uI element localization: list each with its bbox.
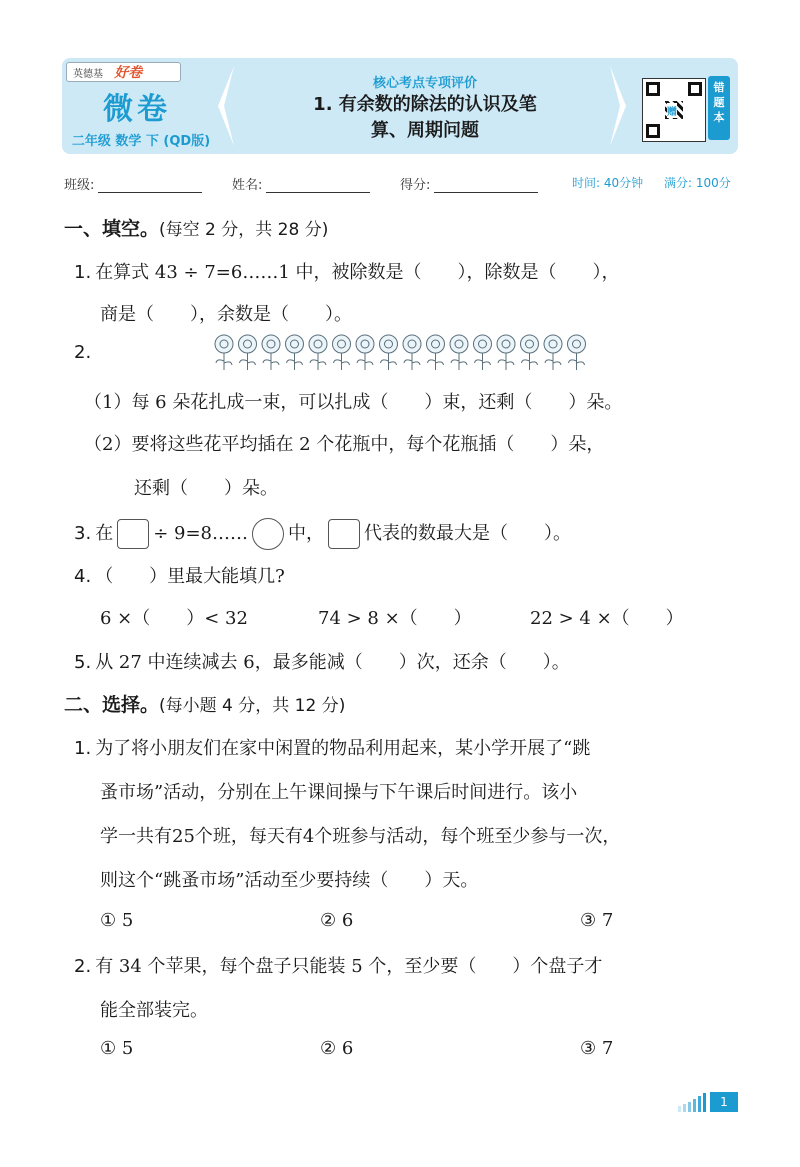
flower-icon bbox=[356, 335, 374, 370]
flower-icon bbox=[544, 335, 562, 370]
question-text: 有 34 个苹果，每个盘子只能装 5 个，至少要（ ）个盘子才 bbox=[95, 956, 603, 977]
flowers-illustration bbox=[212, 332, 592, 372]
question-4-item-a: 6 ×（ ）< 32 bbox=[100, 608, 248, 629]
chevron-left-inner-decoration bbox=[224, 66, 234, 146]
question-1-line-1 bbox=[74, 258, 620, 284]
qr-finder bbox=[688, 82, 702, 96]
name-label: 姓名: bbox=[232, 178, 263, 193]
choice-1-option-1[interactable]: ① 5 bbox=[100, 910, 134, 931]
question-1-line-2: 商是（ ），余数是（ ）。 bbox=[100, 304, 352, 325]
qr-code[interactable] bbox=[642, 78, 706, 142]
question-number: 5. bbox=[74, 652, 92, 673]
question-4-item-c: 22 > 4 ×（ ） bbox=[530, 608, 684, 629]
choice-2-line-2: 能全部装完。 bbox=[100, 1000, 208, 1021]
question-text: 在算式 43 ÷ 7=6……1 中，被除数是（ ），除数是（ ）， bbox=[95, 262, 620, 283]
name-blank[interactable] bbox=[266, 178, 370, 193]
brand-logo bbox=[66, 62, 181, 82]
brand-mark: 好卷 bbox=[114, 65, 143, 81]
circle-placeholder bbox=[252, 518, 284, 550]
choice-1-line-3: 学一共有25个班，每天有4个班参与活动，每个班至少参与一次， bbox=[100, 826, 621, 847]
score-blank[interactable] bbox=[434, 178, 538, 193]
qr-finder bbox=[646, 124, 660, 138]
question-4-line-1 bbox=[74, 562, 285, 588]
question-number: 1. bbox=[74, 738, 92, 759]
section-title: 一、填空。 bbox=[64, 218, 160, 240]
question-number: 2. bbox=[74, 342, 92, 363]
flower-icon bbox=[450, 335, 468, 370]
score-label: 得分: bbox=[400, 178, 431, 193]
time-limit: 时间: 40分钟 bbox=[572, 176, 644, 190]
question-number: 1. bbox=[74, 262, 92, 283]
choice-1-line-1 bbox=[74, 734, 590, 760]
choice-2-line-1 bbox=[74, 952, 602, 978]
qr-badge: 赠 bbox=[667, 103, 677, 118]
question-text: 为了将小朋友们在家中闲置的物品利用起来，某小学开展了“跳 bbox=[95, 738, 591, 759]
tab-char: 本 bbox=[713, 111, 725, 124]
chevron-right-inner-decoration bbox=[610, 66, 620, 146]
error-book-tab[interactable] bbox=[708, 76, 730, 140]
page-bars-decoration bbox=[676, 1092, 708, 1112]
section-kicker: 核心考点专项评价 bbox=[372, 76, 477, 91]
page-title bbox=[240, 92, 610, 144]
question-text: ÷ 9=8…… bbox=[153, 523, 248, 544]
full-score: 满分: 100分 bbox=[664, 176, 731, 190]
question-2-sub-2-line-2: 还剩（ ）朵。 bbox=[134, 478, 278, 499]
flower-icon bbox=[497, 335, 515, 370]
title-line-2: 算、周期问题 bbox=[371, 120, 479, 141]
name-field[interactable] bbox=[232, 174, 370, 193]
flower-icon bbox=[427, 335, 445, 370]
question-4-item-b: 74 > 8 ×（ ） bbox=[318, 608, 472, 629]
question-text: 在 bbox=[95, 523, 114, 544]
class-blank[interactable] bbox=[98, 178, 202, 193]
flower-icon bbox=[568, 335, 586, 370]
flower-icon bbox=[474, 335, 492, 370]
question-2-number bbox=[74, 342, 95, 363]
section-note: (每小题 4 分，共 12 分) bbox=[159, 696, 346, 716]
question-number: 4. bbox=[74, 566, 92, 587]
question-5 bbox=[74, 648, 570, 674]
question-text: 代表的数最大是（ ）。 bbox=[363, 523, 571, 544]
flower-icon bbox=[286, 335, 304, 370]
square-placeholder bbox=[117, 519, 149, 549]
choice-1-option-3[interactable]: ③ 7 bbox=[580, 910, 614, 931]
flower-icon bbox=[215, 335, 233, 370]
score-field[interactable] bbox=[400, 174, 538, 193]
section-heading-choice bbox=[64, 690, 345, 717]
square-placeholder bbox=[328, 519, 360, 549]
brand-name: 英德基 bbox=[73, 69, 103, 80]
choice-1-line-4: 则这个“跳蚤市场”活动至少要持续（ ）天。 bbox=[100, 870, 479, 891]
choice-2-option-1[interactable]: ① 5 bbox=[100, 1038, 134, 1059]
tab-char: 题 bbox=[713, 96, 725, 109]
flower-icon bbox=[333, 335, 351, 370]
flower-icon bbox=[521, 335, 539, 370]
flower-icon bbox=[262, 335, 280, 370]
class-field[interactable] bbox=[64, 174, 202, 193]
section-title: 二、选择。 bbox=[64, 694, 160, 716]
title-line-1: 1. 有余数的除法的认识及笔 bbox=[313, 94, 537, 115]
choice-2-option-3[interactable]: ③ 7 bbox=[580, 1038, 614, 1059]
grade-label: 二年级 数学 下 (QD版) bbox=[71, 134, 211, 149]
question-number: 3. bbox=[74, 523, 92, 544]
question-number: 2. bbox=[74, 956, 92, 977]
question-text: （ ）里最大能填几? bbox=[95, 566, 285, 587]
page-number: 1 bbox=[710, 1092, 738, 1112]
flower-icon bbox=[309, 335, 327, 370]
class-label: 班级: bbox=[64, 178, 95, 193]
question-3 bbox=[74, 518, 571, 550]
series-title: 微卷 bbox=[103, 92, 171, 127]
flower-icon bbox=[239, 335, 257, 370]
qr-finder bbox=[646, 82, 660, 96]
question-text: 从 27 中连续减去 6，最多能减（ ）次，还余（ ）。 bbox=[95, 652, 570, 673]
tab-char: 错 bbox=[713, 81, 725, 94]
question-2-sub-2-line-1: （2）要将这些花平均插在 2 个花瓶中，每个花瓶插（ ）朵， bbox=[84, 434, 605, 455]
flower-icon bbox=[403, 335, 421, 370]
choice-1-option-2[interactable]: ② 6 bbox=[320, 910, 354, 931]
question-2-sub-1: （1）每 6 朵花扎成一束，可以扎成（ ）束，还剩（ ）朵。 bbox=[84, 392, 623, 413]
choice-2-option-2[interactable]: ② 6 bbox=[320, 1038, 354, 1059]
section-heading-fill bbox=[64, 214, 328, 241]
question-text: 中， bbox=[287, 523, 324, 544]
choice-1-line-2: 蚤市场”活动，分别在上午课间操与下午课后时间进行。该小 bbox=[100, 782, 578, 803]
section-note: (每空 2 分，共 28 分) bbox=[159, 220, 329, 240]
flower-icon bbox=[380, 335, 398, 370]
